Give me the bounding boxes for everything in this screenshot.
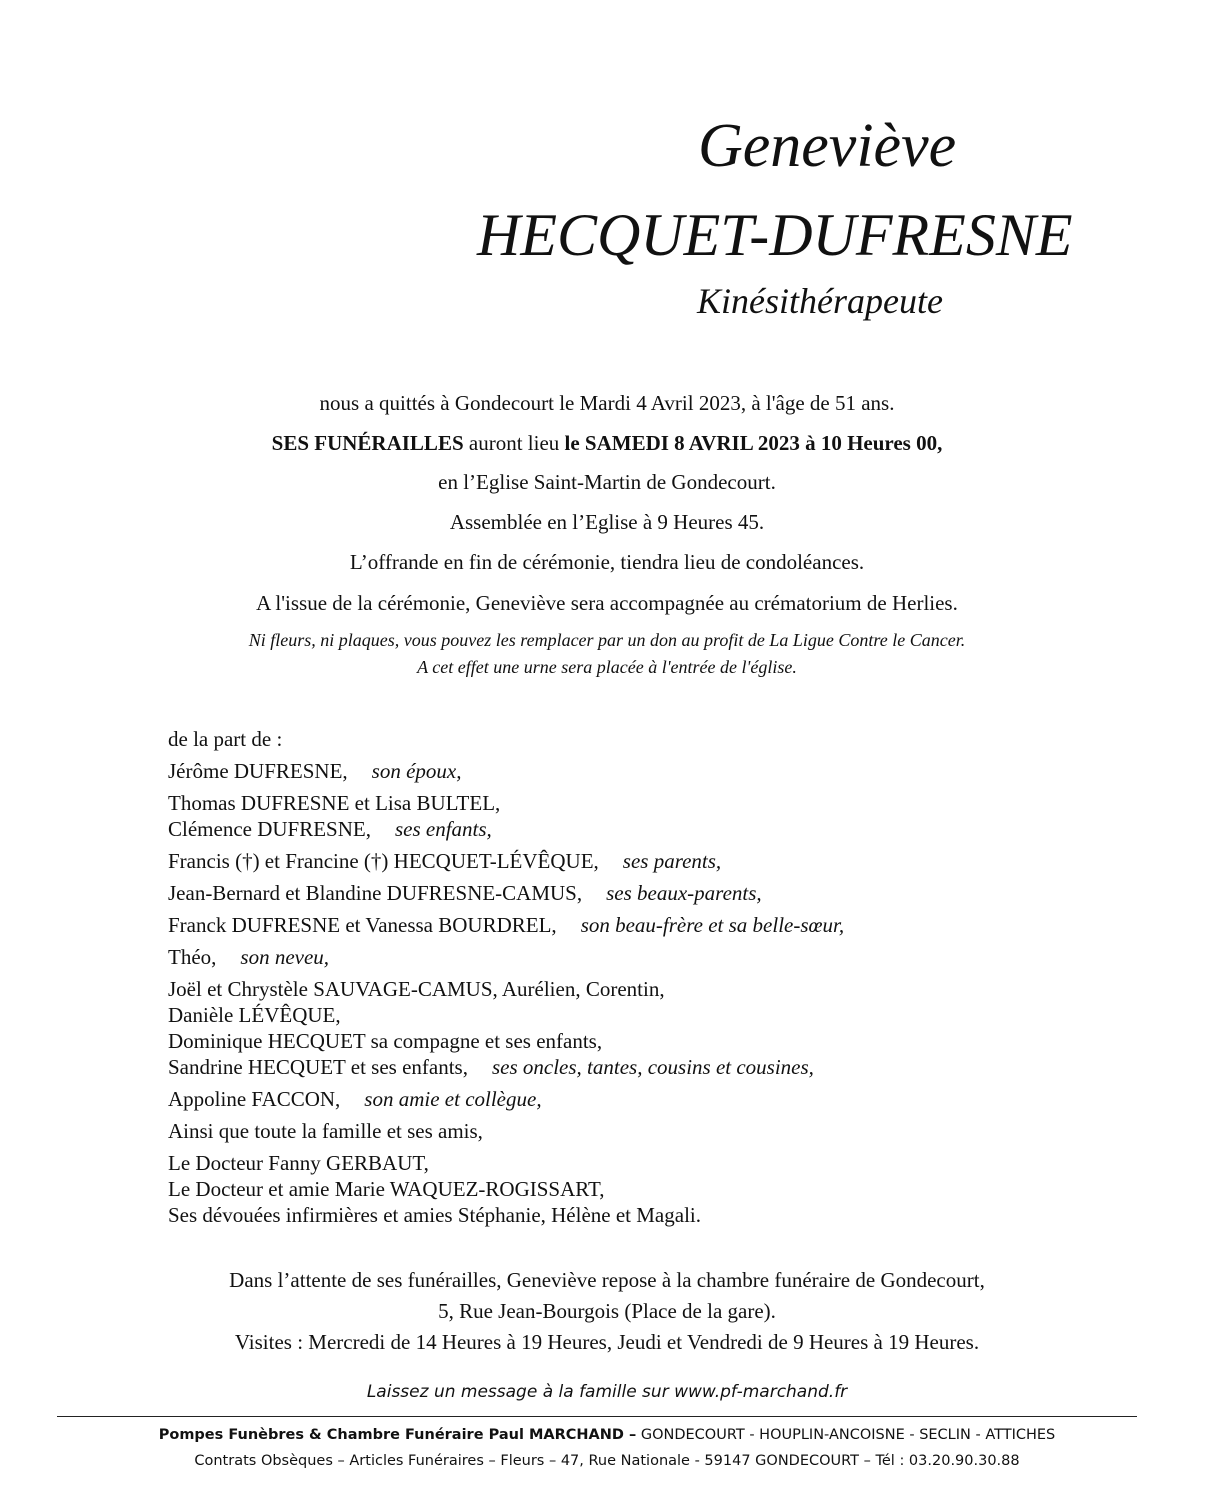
family-row xyxy=(168,912,1128,938)
family-row xyxy=(168,976,1128,1002)
family-name: Ses dévouées infirmières et amies Stéphanie, Hélène et Magali. xyxy=(168,1203,701,1227)
family-name: Ainsi que toute la famille et ses amis, xyxy=(168,1119,483,1143)
footer-company-line xyxy=(0,1424,1214,1446)
funeral-schedule xyxy=(0,429,1214,457)
visitation-line-2: 5, Rue Jean-Bourgois (Place de la gare). xyxy=(438,1299,776,1323)
footer-divider xyxy=(57,1416,1137,1417)
family-role: son amie et collègue, xyxy=(364,1087,542,1111)
family-name: Jérôme DUFRESNE, xyxy=(168,759,348,783)
deceased-profession: Kinésithérapeute xyxy=(697,281,943,321)
family-row xyxy=(168,1150,1128,1176)
family-role: ses enfants, xyxy=(394,817,492,841)
footer-company: Pompes Funèbres & Chambre Funéraire Paul MARCHAND – xyxy=(158,1427,637,1443)
family-row xyxy=(168,848,1128,874)
deceased-last-name: HECQUET-DUFRESNE xyxy=(477,202,1073,268)
family-role: son neveu, xyxy=(240,945,330,969)
online-message-link[interactable]: Laissez un message à la famille sur www.pf-marchand.fr xyxy=(366,1382,848,1402)
family-name: Jean-Bernard et Blandine DUFRESNE-CAMUS, xyxy=(168,881,583,905)
family-name: Thomas DUFRESNE et Lisa BULTEL, xyxy=(168,791,501,815)
offering-note: L’offrande en fin de cérémonie, tiendra lieu de condoléances. xyxy=(349,550,865,574)
family-role: ses parents, xyxy=(622,849,722,873)
family-row xyxy=(168,1118,1128,1144)
death-notice: nous a quittés à Gondecourt le Mardi 4 Avril 2023, à l'âge de 51 ans. xyxy=(319,391,895,415)
family-name: Dominique HECQUET sa compagne et ses enfants, xyxy=(168,1029,603,1053)
family-name: Appoline FACCON, xyxy=(168,1087,341,1111)
visitation-line-3: Visites : Mercredi de 14 Heures à 19 Heures, Jeudi et Vendredi de 9 Heures à 19 Heures. xyxy=(234,1330,980,1354)
family-row xyxy=(168,1002,1128,1028)
church-location: en l’Eglise Saint-Martin de Gondecourt. xyxy=(438,470,776,494)
family-row xyxy=(168,1054,1128,1080)
family-role: ses beaux-parents, xyxy=(606,881,762,905)
family-row xyxy=(168,880,1128,906)
family-name: Le Docteur Fanny GERBAUT, xyxy=(168,1151,429,1175)
family-row xyxy=(168,1028,1128,1054)
family-name: Franck DUFRESNE et Vanessa BOURDREL, xyxy=(168,913,557,937)
funeral-mid: auront lieu xyxy=(463,431,565,455)
assembly-time: Assemblée en l’Eglise à 9 Heures 45. xyxy=(449,510,765,534)
family-row xyxy=(168,1202,1128,1228)
funeral-lead: SES FUNÉRAILLES xyxy=(271,431,464,455)
family-name: Joël et Chrystèle SAUVAGE-CAMUS, Aurélien, Corentin, xyxy=(168,977,665,1001)
no-flowers-note: Ni fleurs, ni plaques, vous pouvez les remplacer par un don au profit de La Ligue Contre le Cancer. xyxy=(248,630,966,650)
deceased-first-name: Geneviève xyxy=(698,112,957,180)
family-row xyxy=(168,944,1128,970)
family-row xyxy=(168,758,1128,784)
family-row xyxy=(168,1176,1128,1202)
family-name: Sandrine HECQUET et ses enfants, xyxy=(168,1055,468,1079)
urn-note: A cet effet une urne sera placée à l'entrée de l'église. xyxy=(417,657,797,677)
footer-services: Contrats Obsèques – Articles Funéraires – Fleurs – 47, Rue Nationale - 59147 GONDECOURT – Tél : 03.20.90.30.88 xyxy=(194,1453,1020,1469)
family-role: ses oncles, tantes, cousins et cousines, xyxy=(491,1055,814,1079)
family-list xyxy=(168,726,1128,1228)
family-row xyxy=(168,816,1128,842)
family-name: Le Docteur et amie Marie WAQUEZ-ROGISSART, xyxy=(168,1177,605,1201)
family-name: Francis (†) et Francine (†) HECQUET-LÉVÊQUE, xyxy=(168,849,599,873)
funeral-date: le SAMEDI 8 AVRIL 2023 à 10 Heures 00, xyxy=(564,431,943,455)
family-role: son époux, xyxy=(371,759,462,783)
family-row xyxy=(168,1086,1128,1112)
visitation-line-1: Dans l’attente de ses funérailles, Geneviève repose à la chambre funéraire de Gondecourt, xyxy=(229,1268,985,1292)
family-name: Danièle LÉVÊQUE, xyxy=(168,1003,341,1027)
family-row xyxy=(168,790,1128,816)
family-role: son beau-frère et sa belle-sœur, xyxy=(580,913,845,937)
footer-locations: GONDECOURT - HOUPLIN-ANCOISNE - SECLIN - ATTICHES xyxy=(636,1427,1056,1443)
family-intro: de la part de : xyxy=(168,727,283,751)
family-name: Clémence DUFRESNE, xyxy=(168,817,371,841)
crematorium-note: A l'issue de la cérémonie, Geneviève sera accompagnée au crématorium de Herlies. xyxy=(256,591,958,615)
family-name: Théo, xyxy=(168,945,217,969)
